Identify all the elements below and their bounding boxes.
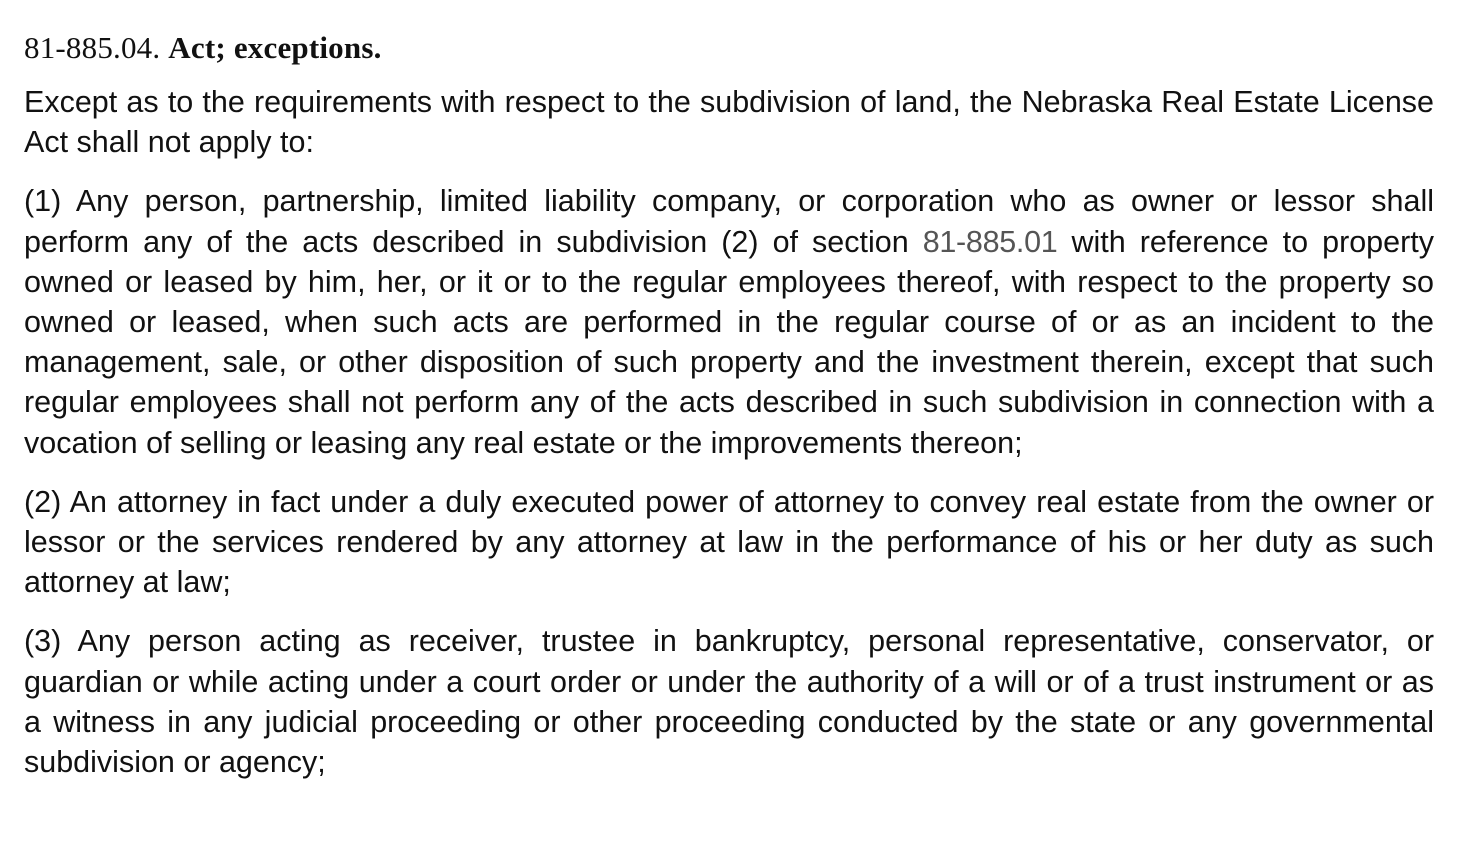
- section-reference-link[interactable]: 81-885.01: [922, 224, 1058, 259]
- exception-item-3: (3) Any person acting as receiver, trustee in bankruptcy, personal representative, conservator, or guardian or while acting under a court order or under the authority of a will or of a trust instrument or as a witness in any judicial proceeding or other proceeding conducted by the state or any governmental subdivision or agency;: [24, 624, 1434, 780]
- intro-paragraph: Except as to the requirements with respect to the subdivision of land, the Nebraska Real Estate License Act shall not apply to:: [24, 85, 1434, 160]
- exception-item-1-text: (1) Any person, partnership, limited liability company, or corporation who as owner or lessor shall perform any of the acts described in subdivision (2) of section: [24, 184, 1434, 259]
- section-number: 81-885.04.: [24, 30, 161, 65]
- statute-document: [24, 26, 1434, 801]
- section-heading: [24, 26, 1434, 70]
- exception-item-1-text-continued: with reference to property owned or leased by him, her, or it or to the regular employees thereof, with respect to the property so owned or leased, when such acts are performed in the regular course of or as an incident to the management, sale, or other disposition of such property and the investment therein, except that such regular employees shall not perform any of the acts described in such subdivision in connection with a vocation of selling or leasing any real estate or the improvements thereon;: [24, 224, 1434, 460]
- exception-item-2: (2) An attorney in fact under a duly executed power of attorney to convey real estate from the owner or lessor or the services rendered by any attorney at law in the performance of his or her duty as such attorney at law;: [24, 484, 1434, 600]
- section-title: Act; exceptions.: [168, 30, 382, 65]
- exception-item-1: [24, 181, 1434, 462]
